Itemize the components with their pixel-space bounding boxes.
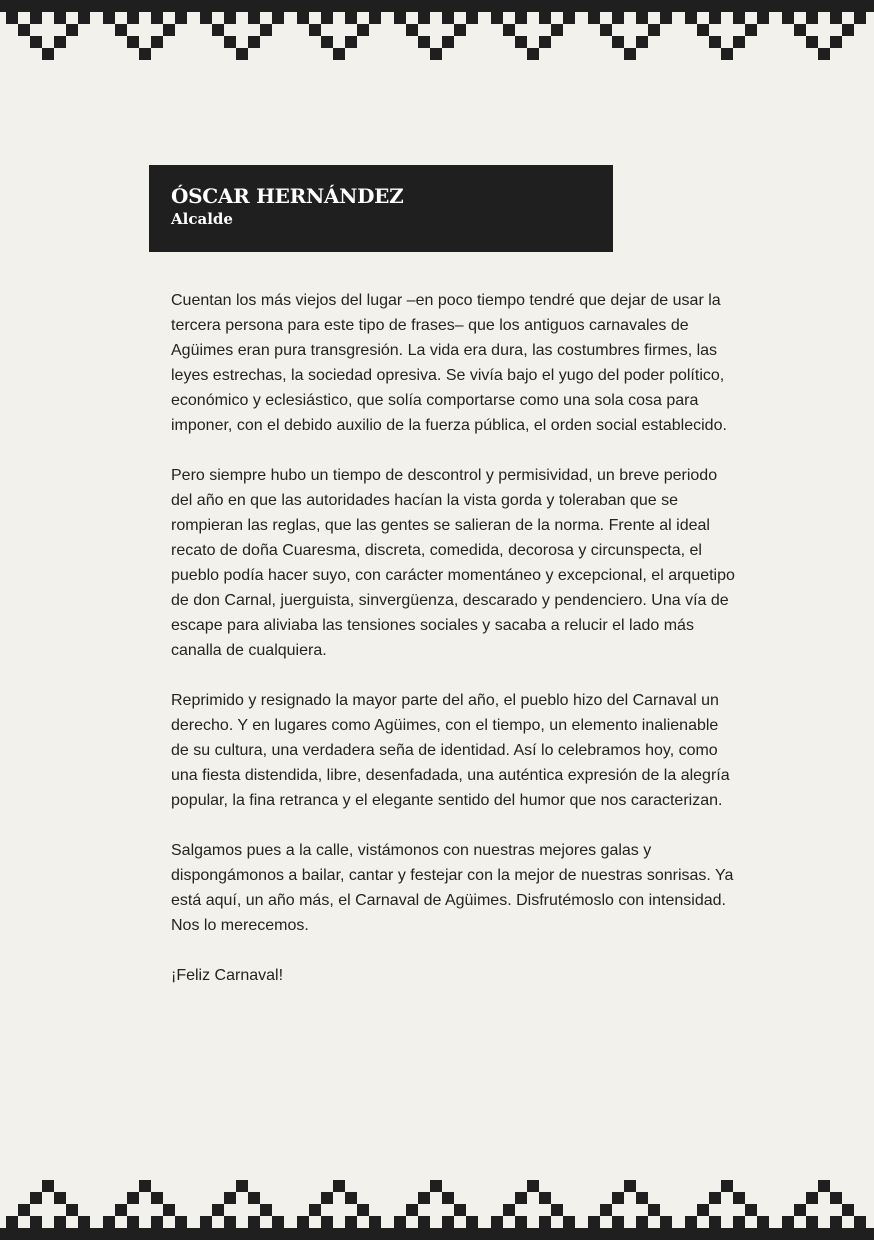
author-role: Alcalde <box>171 210 233 228</box>
letter-paragraph: Salgamos pues a la calle, vistámonos con nuestras mejores galas y dispongámonos a bailar, cantar y festejar con la mejor de nuestras sonrisas. Ya está aquí, un año más, el Carnaval de Agüimes. Disfrutémoslo con intensidad. Nos lo merecemos. <box>171 842 734 934</box>
letter-paragraph: Cuentan los más viejos del lugar –en poco tiempo tendré que dejar de usar la tercera persona para este tipo de frases– que los antiguos carnavales de Agüimes eran pura transgresión. La vida era dura, las costumbres firmes, las leyes estrechas, la sociedad opresiva. Se vivía bajo el yugo del poder político, económico y eclesiástico, que solía comportarse como una sola cosa para imponer, con el debido auxilio de la fuerza pública, el orden social establecido. <box>171 292 727 434</box>
letter-closing: ¡Feliz Carnaval! <box>171 967 284 984</box>
author-name: ÓSCAR HERNÁNDEZ <box>171 184 404 208</box>
author-header <box>149 165 613 252</box>
letter-paragraph: Reprimido y resignado la mayor parte del año, el pueblo hizo del Carnaval un derecho. Y en lugares como Agüimes, con el tiempo, un elemento inalienable de su cultura, una verdadera seña de identidad. Así lo celebramos hoy, como una fiesta distendida, libre, desenfadada, una auténtica expresión de la alegría popular, la fina retranca y el elegante sentido del humor que nos caracterizan. <box>171 692 730 809</box>
top-pixel-border-icon <box>0 0 874 60</box>
bottom-pixel-border-icon <box>0 1180 874 1240</box>
letter-paragraph: Pero siempre hubo un tiempo de descontrol y permisividad, un breve periodo del año en que las autoridades hacían la vista gorda y toleraban que se rompieran las reglas, que las gentes se salieran de la norma. Frente al ideal recato de doña Cuaresma, discreta, comedida, decorosa y circunspecta, el pueblo podía hacer suyo, con carácter momentáneo y excepcional, el arquetipo de don Carnal, juerguista, sinvergüenza, descarado y pendenciero. Una vía de escape para aliviaba las tensiones sociales y sacaba a relucir el lado más canalla de cualquiera. <box>171 467 735 659</box>
letter-body <box>171 288 736 1013</box>
